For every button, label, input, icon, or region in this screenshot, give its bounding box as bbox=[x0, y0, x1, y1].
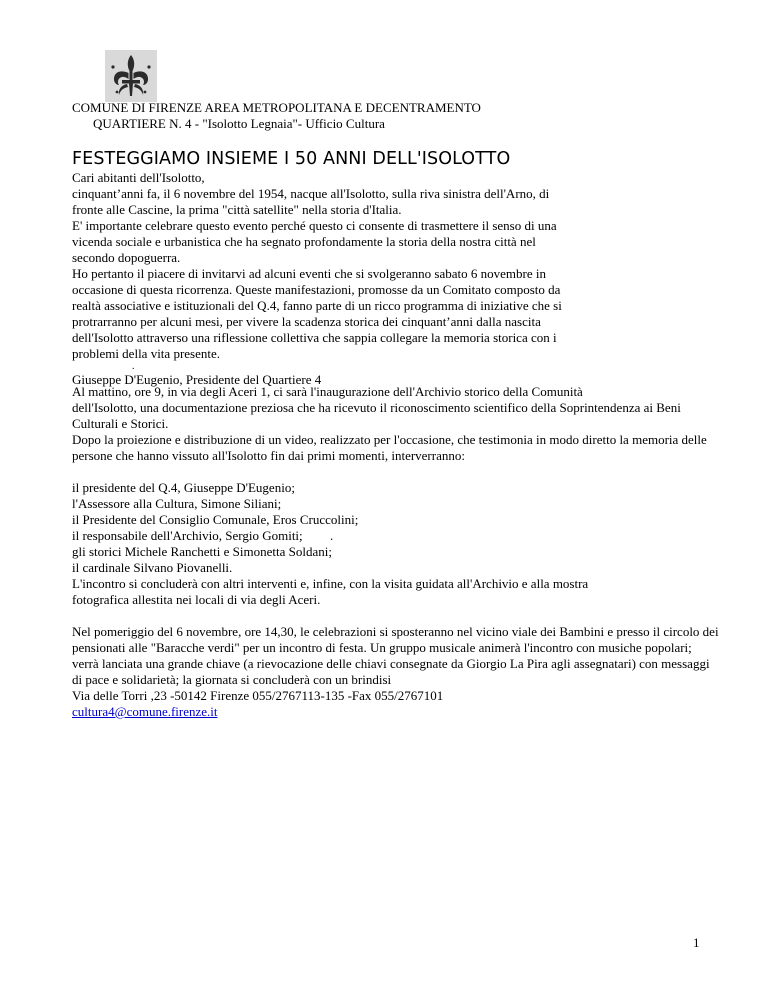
speaker-item: gli storici Michele Ranchetti e Simonetta Soldani; bbox=[72, 544, 332, 559]
morning-line: Culturali e Storici. bbox=[72, 416, 169, 431]
morning-paragraph bbox=[72, 384, 712, 464]
afternoon-line: Nel pomeriggio del 6 novembre, ore 14,30, le celebrazioni si sposteranno nel vicino viale dei Bambini e presso il circolo dei bbox=[72, 624, 719, 639]
morning-line: persone che hanno vissuto all'Isolotto fin dai primi momenti, interverranno: bbox=[72, 448, 465, 463]
letter-line: Cari abitanti dell'Isolotto, bbox=[72, 170, 205, 185]
letter-line: realtà associative e istituzionali del Q.4, fanno parte di un ricco programma di iniziative che si bbox=[72, 298, 562, 313]
closing-paragraph bbox=[72, 576, 712, 608]
florence-lily-crest-icon bbox=[105, 50, 157, 102]
contact-address: Via delle Torri ,23 -50142 Firenze 055/2767113-135 -Fax 055/2767101 bbox=[72, 688, 444, 703]
letter-line: cinquant’anni fa, il 6 novembre del 1954, nacque all'Isolotto, sulla riva sinistra dell'Arno, di bbox=[72, 186, 550, 201]
closing-line: L'incontro si concluderà con altri interventi e, infine, con la visita guidata all'Archivio e alla mostra bbox=[72, 576, 589, 591]
speaker-item: il presidente del Q.4, Giuseppe D'Eugenio; bbox=[72, 480, 295, 495]
email-link[interactable]: cultura4@comune.firenze.it bbox=[72, 704, 218, 719]
letter-line: vicenda sociale e urbanistica che ha segnato profondamente la storia della nostra città nel bbox=[72, 234, 536, 249]
letter-line: problemi della vita presente. bbox=[72, 346, 221, 361]
page-number: 1 bbox=[693, 935, 700, 950]
letter-line: secondo dopoguerra. bbox=[72, 250, 181, 265]
afternoon-line: di pace e solidarietà; la giornata si concluderà con un brindisi bbox=[72, 672, 392, 687]
letter-line: protrarranno per alcuni mesi, per vivere la scadenza storica dei cinquant’anni dalla nascita bbox=[72, 314, 541, 329]
letter-line: occasione di questa ricorrenza. Queste manifestazioni, promosse da un Comitato composto da bbox=[72, 282, 561, 297]
speaker-item: l'Assessore alla Cultura, Simone Siliani; bbox=[72, 496, 282, 511]
morning-line: Dopo la proiezione e distribuzione di un video, realizzato per l'occasione, che testimonia in modo diretto la memoria delle bbox=[72, 432, 707, 447]
header-line-1: COMUNE DI FIRENZE AREA METROPOLITANA E DECENTRAMENTO bbox=[72, 100, 481, 115]
morning-line: Al mattino, ore 9, in via degli Aceri 1, ci sarà l'inaugurazione dell'Archivio storico della Comunità bbox=[72, 384, 583, 399]
speaker-item: il cardinale Silvano Piovanelli. bbox=[72, 560, 233, 575]
header-line-2: QUARTIERE N. 4 - "Isolotto Legnaia"- Ufficio Cultura bbox=[93, 116, 385, 131]
afternoon-paragraph bbox=[72, 624, 719, 720]
letter-paragraph bbox=[72, 170, 712, 388]
stray-dot: . bbox=[330, 528, 334, 543]
page-title: FESTEGGIAMO INSIEME I 50 ANNI DELL'ISOLOTTO bbox=[72, 149, 511, 169]
letter-line: Ho pertanto il piacere di invitarvi ad alcuni eventi che si svolgeranno sabato 6 novembre in bbox=[72, 266, 546, 281]
closing-line: fotografica allestita nei locali di via degli Aceri. bbox=[72, 592, 321, 607]
speaker-item: il Presidente del Consiglio Comunale, Eros Cruccolini; bbox=[72, 512, 359, 527]
afternoon-line: pensionati alle "Baracche verdi" per un incontro di festa. Un gruppo musicale animerà l'incontro con musiche popolari; bbox=[72, 640, 692, 655]
letter-line: dell'Isolotto attraverso una riflessione collettiva che sappia collegare la memoria storica con i bbox=[72, 330, 557, 345]
signature: Giuseppe D'Eugenio, Presidente del Quartiere 4 bbox=[72, 372, 322, 387]
letter-line: E' importante celebrare questo evento perché questo ci consente di trasmettere il senso di una bbox=[72, 218, 557, 233]
afternoon-line: verrà lanciata una grande chiave (a rievocazione delle chiavi consegnate da Giorgio La Pira agli assegnatari) con messaggi bbox=[72, 656, 710, 671]
speaker-item: il responsabile dell'Archivio, Sergio Gomiti; bbox=[72, 528, 303, 543]
speakers-list bbox=[72, 480, 712, 576]
stray-dot: . bbox=[132, 361, 135, 372]
morning-line: dell'Isolotto, una documentazione preziosa che ha ricevuto il riconoscimento scientifico della Soprintendenza ai Beni bbox=[72, 400, 681, 415]
letter-line: fronte alle Cascine, la prima "città satellite" nella storia d'Italia. bbox=[72, 202, 402, 217]
